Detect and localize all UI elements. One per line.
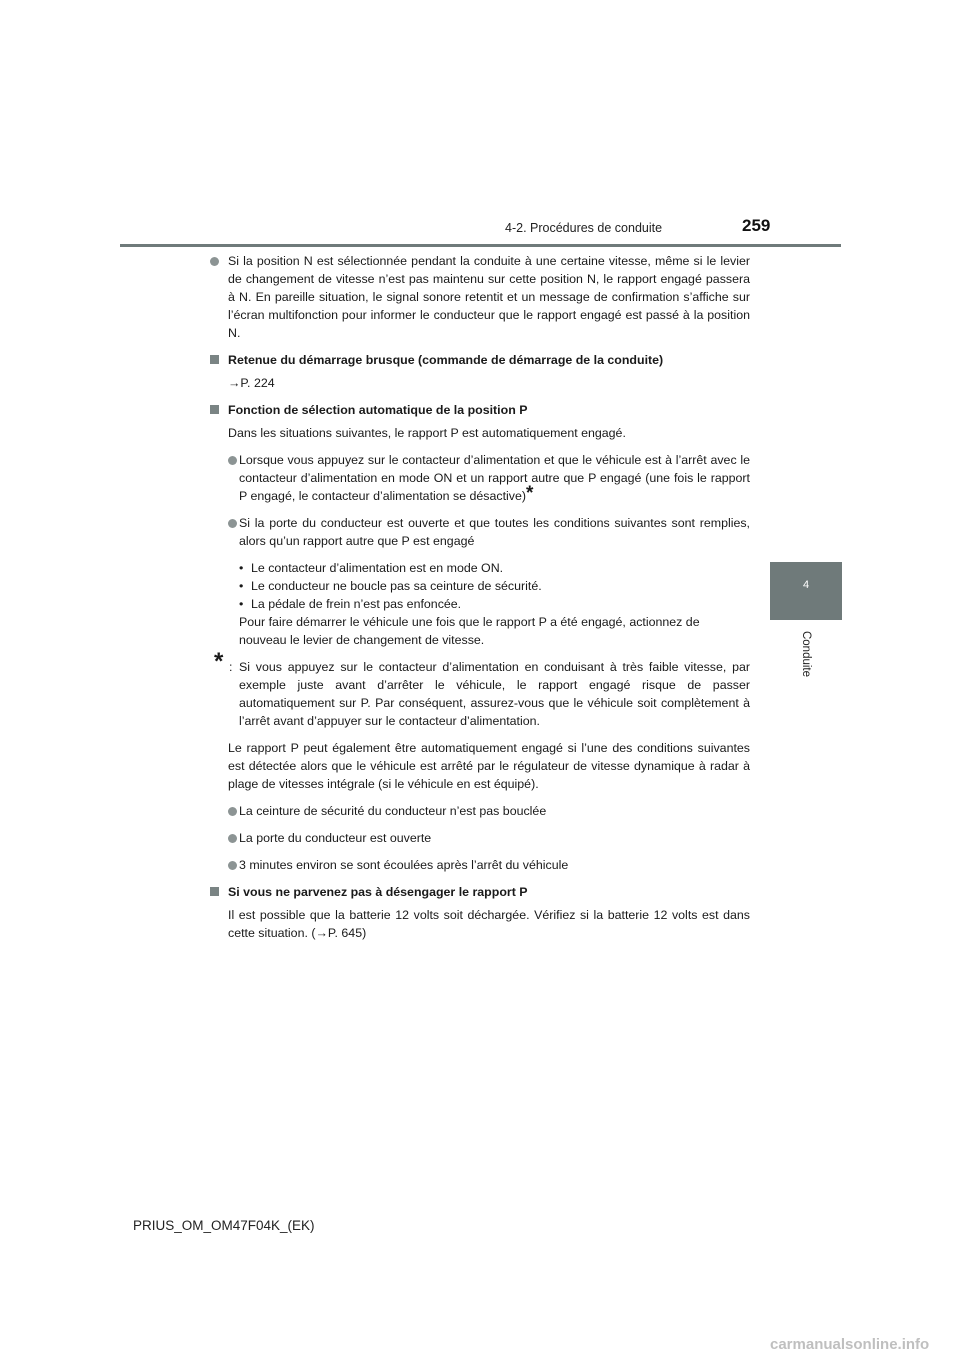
bullet-text: La ceinture de sécurité du conducteur n’est pas bouclée [239,804,547,818]
footnote-star-mark: * [214,648,224,675]
section-heading [210,401,750,419]
bullet-item [210,856,750,874]
footnote-star: * [526,483,534,504]
sub-bullet: • [239,579,244,593]
chapter-tab [770,562,842,620]
section-intro: Dans les situations suivantes, le rapport P est automatiquement engagé. [228,426,626,440]
square-bullet-icon [210,355,219,364]
paragraph-text: Lorsque vous appuyez sur le contacteur d’alimentation et que le véhicule est à l’arrêt avec le contacteur d’alimentation en mode ON et un rapport autre que P engagé (une fois le rapport P engagé, le contacteur d’alimentation se désactive) [239,453,750,503]
sub-item-text: La pédale de frein n’est pas enfoncée. [251,597,462,611]
paragraph: Il est possible que la batterie 12 volts soit déchargée. Vérifiez si la batterie 12 volts est dans cette situation. (→P. 645) [228,908,750,940]
bullet-dot-icon [228,834,237,843]
bullet-dot-icon [228,456,237,465]
watermark: carmanualsonline.info [770,1336,930,1353]
section-title: Si vous ne parvenez pas à désengager le rapport P [228,885,528,899]
square-bullet-icon [210,887,219,896]
sub-list-item [210,577,750,595]
section-heading [210,351,750,369]
bullet-dot-icon [228,807,237,816]
page-number: 259 [742,216,771,235]
page-content [210,252,750,951]
bullet-item [210,829,750,847]
footnote-text: Si vous appuyez sur le contacteur d’alimentation en conduisant à très faible vitesse, par exemple juste avant d’arrêter le véhicule, le rapport engagé risque de passer automatiquement sur P. Par conséquent, assurez-vous que le véhicule soit complètement à l’arrêt avant d’appuyer sur le contacteur d’alimentation. [239,660,750,728]
chapter-number: 4 [802,579,810,591]
paragraph-text: Si la position N est sélectionnée pendant la conduite à une certaine vitesse, même si le levier de changement de vitesse n’est pas maintenu sur cette position N, le rapport engagé passera à N. En pareille situation, le signal sonore retentit et un message de confirmation s’affiche sur l’écran multifonction pour informer le conducteur que le rapport engagé est passé à la position N. [228,254,750,340]
sub-bullet: • [239,597,244,611]
section-title: Fonction de sélection automatique de la position P [228,403,528,417]
page-reference: →P. 224 [228,376,275,390]
chapter-label: Conduite [800,630,812,678]
bullet-text: 3 minutes environ se sont écoulées après l’arrêt du véhicule [239,858,569,872]
paragraph-text: Si la porte du conducteur est ouverte et que toutes les conditions suivantes sont remplies, alors qu’un rapport autre que P est engagé [239,516,750,548]
sub-list-item [210,559,750,577]
section-title: Retenue du démarrage brusque (commande de démarrage de la conduite) [228,353,664,367]
paragraph: Le rapport P peut également être automatiquement engagé si l’une des conditions suivantes est détectée alors que le véhicule est arrêté par le régulateur de vitesse dynamique à radar à plage de vitesses intégrale (si le véhicule en est équipé). [228,741,750,791]
sub-bullet: • [239,561,244,575]
bullet-paragraph [210,451,750,505]
header-section-title: 4-2. Procédures de conduite [505,221,663,235]
square-bullet-icon [210,405,219,414]
bullet-text: La porte du conducteur est ouverte [239,831,432,845]
bullet-dot-icon [228,519,237,528]
sub-list-note: Pour faire démarrer le véhicule une fois que le rapport P a été engagé, actionnez de nouveau le levier de changement de vitesse. [239,615,700,647]
bullet-dot-icon [228,861,237,870]
document-id: PRIUS_OM_OM47F04K_(EK) [133,1218,315,1233]
footnote [210,648,750,730]
section-heading [210,883,750,901]
footnote-colon: : [229,660,233,674]
sub-list-item [210,595,750,613]
bullet-item [210,802,750,820]
header-divider [120,244,841,247]
bullet-dot-icon [210,257,219,266]
bullet-paragraph [210,252,750,342]
sub-item-text: Le conducteur ne boucle pas sa ceinture de sécurité. [251,579,542,593]
sub-item-text: Le contacteur d’alimentation est en mode ON. [251,561,504,575]
bullet-paragraph [210,514,750,550]
